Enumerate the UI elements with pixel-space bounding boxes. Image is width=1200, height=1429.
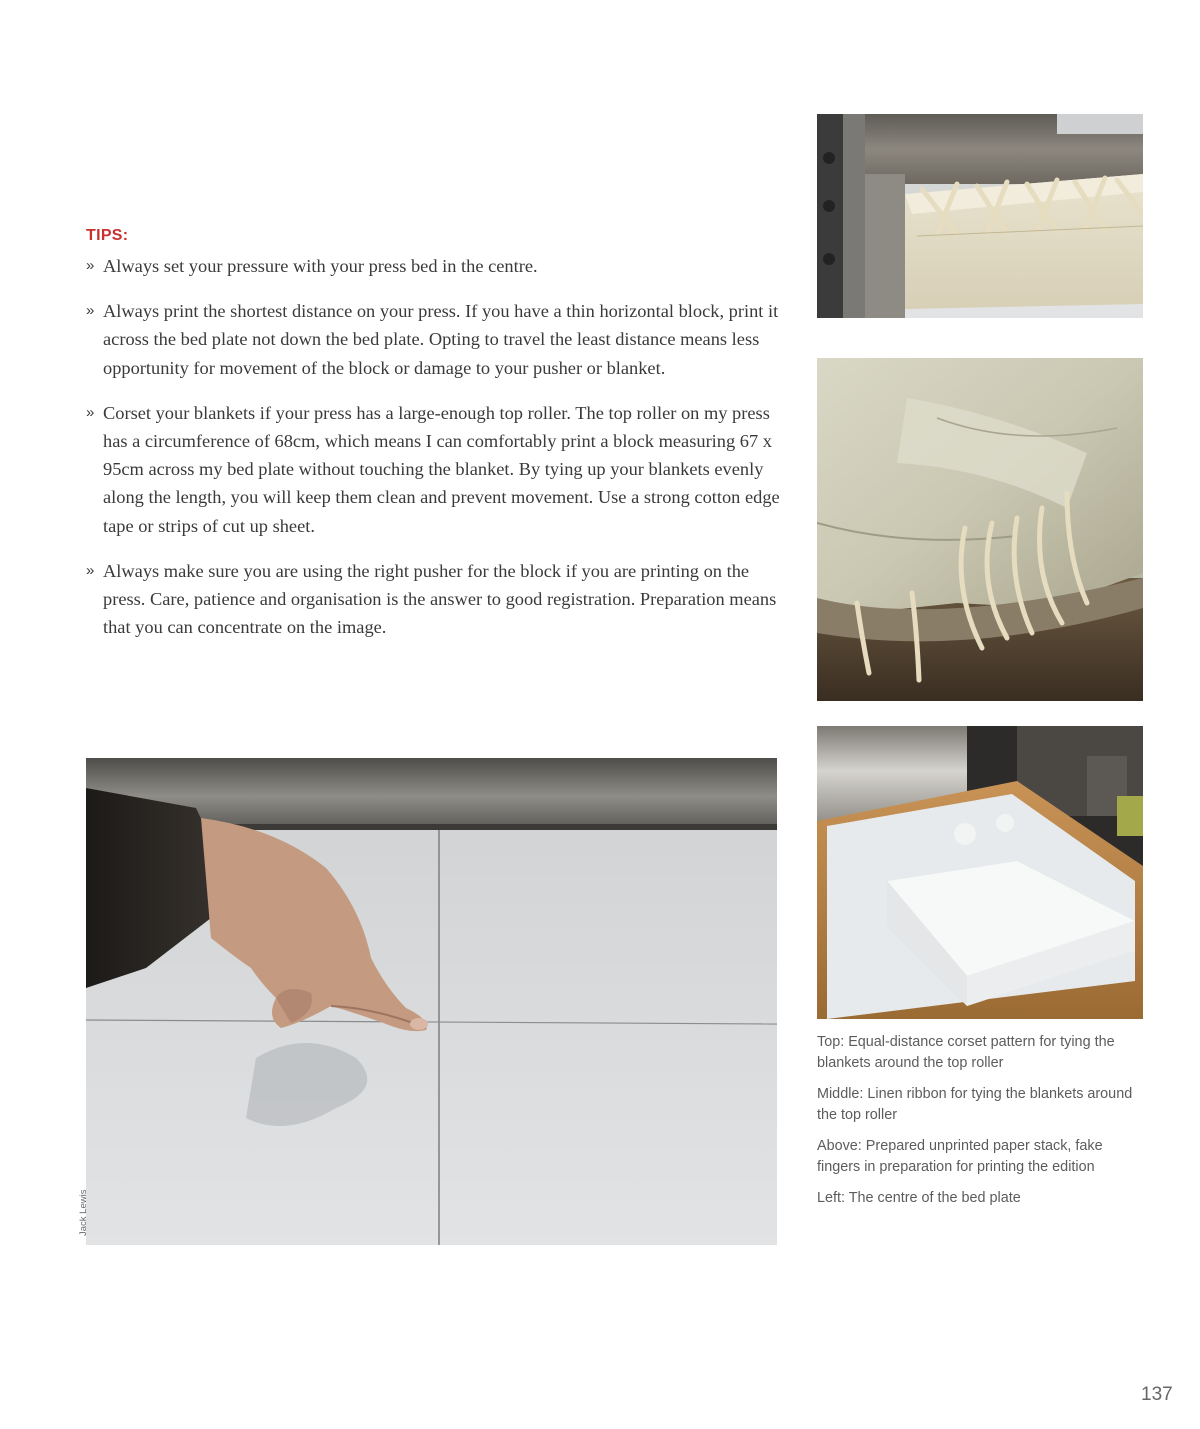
caption-top: Top: Equal-distance corset pattern for tying the blankets around the top roller — [817, 1034, 1115, 1071]
tip-item — [86, 399, 786, 540]
bullet-marker: » — [86, 403, 95, 421]
photo-credit: Jack Lewis — [78, 1189, 89, 1236]
tip-item — [86, 557, 786, 642]
tip-item — [86, 297, 786, 382]
tip-text: Always make sure you are using the right pusher for the block if you are printing on the press. Care, patience and organisation is the answer to good registration. Preparation means that you can concentrate on the image. — [103, 560, 777, 638]
photo-corset-pattern — [817, 114, 1143, 318]
bullet-marker: » — [86, 257, 95, 274]
corset-pattern-illustration — [817, 114, 1143, 318]
linen-ribbon-illustration — [817, 358, 1143, 701]
paper-stack-illustration — [817, 726, 1143, 1019]
photo-paper-stack — [817, 726, 1143, 1019]
captions — [817, 1032, 1147, 1220]
caption-left: Left: The centre of the bed plate — [817, 1190, 1021, 1206]
bed-plate-illustration — [86, 758, 777, 1245]
tips-list — [86, 252, 786, 658]
tips-heading: TIPS: — [86, 227, 129, 244]
photo-linen-ribbon — [817, 358, 1143, 701]
caption-above: Above: Prepared unprinted paper stack, fake fingers in preparation for printing the edition — [817, 1138, 1103, 1175]
tip-text: Always set your pressure with your press bed in the centre. — [103, 256, 538, 276]
page-number: 137 — [1141, 1384, 1173, 1405]
bullet-marker: » — [86, 561, 95, 579]
tip-item — [86, 252, 786, 280]
tip-text: Always print the shortest distance on your press. If you have a thin horizontal block, print it across the bed plate not down the bed plate. Opting to travel the least distance means less opportunity for movement of the block or damage to your pusher or blanket. — [103, 301, 779, 378]
tip-text: Corset your blankets if your press has a large-enough top roller. The top roller on my press has a circumference of 68cm, which means I can comfortably print a block measuring 67 x 95cm across my bed plate without touching the blanket. By tying up your blankets evenly along the length, you will keep them clean and prevent movement. Use a strong cotton edge tape or strips of cut up sheet. — [103, 402, 780, 536]
photo-bed-plate-centre — [86, 758, 777, 1245]
caption-middle: Middle: Linen ribbon for tying the blankets around the top roller — [817, 1086, 1133, 1123]
bullet-marker: » — [86, 302, 95, 320]
